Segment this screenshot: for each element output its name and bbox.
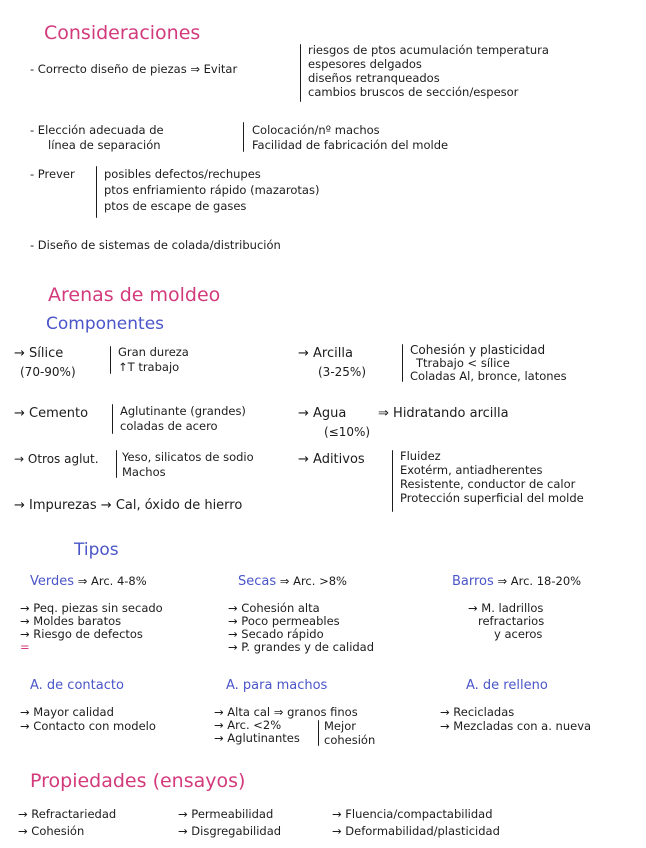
list-item: Colocación/nº machos bbox=[252, 123, 380, 137]
type-barros-title bbox=[452, 575, 581, 588]
item-label: - Correcto diseño de piezas bbox=[30, 62, 187, 76]
component-aditivos: → Aditivos bbox=[298, 452, 365, 467]
heading-arenas: Arenas de moldeo bbox=[48, 284, 221, 306]
list-machos-note bbox=[324, 720, 375, 746]
component-otros: → Otros aglut. bbox=[14, 452, 99, 466]
list-silice-props bbox=[118, 346, 189, 373]
list-item: → P. grandes y de calidad bbox=[228, 640, 375, 654]
list-item: → Cohesión alta bbox=[228, 601, 320, 615]
list-item: → Arc. <2% bbox=[214, 718, 282, 732]
heading-consideraciones: Consideraciones bbox=[44, 22, 201, 44]
list-item: Facilidad de fabricación del molde bbox=[252, 138, 449, 152]
type-relleno-title: A. de relleno bbox=[466, 678, 548, 693]
brace bbox=[392, 450, 393, 512]
agua-desc-row bbox=[378, 406, 509, 421]
type-name: Secas bbox=[238, 574, 277, 589]
component-agua bbox=[298, 406, 370, 439]
type-spec: ⇒ Arc. 18-20% bbox=[497, 574, 582, 588]
list-item: Exotérm, antiadherentes bbox=[400, 463, 543, 477]
component-range: (3-25%) bbox=[318, 365, 366, 379]
list-item: Coladas Al, bronce, latones bbox=[410, 369, 567, 383]
brace bbox=[300, 44, 301, 102]
type-contacto-title: A. de contacto bbox=[30, 678, 124, 693]
list-prever bbox=[104, 168, 319, 212]
list-item: → Alta cal ⇒ granos finos bbox=[214, 705, 358, 719]
list-item: Protección superficial del molde bbox=[400, 491, 584, 505]
type-spec: ⇒ Arc. >8% bbox=[279, 574, 347, 588]
component-name: → Sílice bbox=[14, 346, 64, 361]
brace bbox=[110, 346, 111, 374]
item-arrow: ⇒ Evitar bbox=[190, 62, 238, 76]
list-item: espesores delgados bbox=[308, 57, 422, 71]
list-item: riesgos de ptos acumulación temperatura bbox=[308, 43, 549, 57]
component-name: → Arcilla bbox=[298, 346, 353, 361]
list-relleno bbox=[440, 706, 591, 732]
list-item: Resistente, conductor de calor bbox=[400, 477, 576, 491]
brace bbox=[96, 166, 97, 218]
impurezas-desc: Cal, óxido de hierro bbox=[115, 498, 243, 513]
list-secas bbox=[228, 602, 374, 653]
item-correcto-diseno bbox=[30, 63, 237, 75]
heading-tipos: Tipos bbox=[74, 540, 119, 560]
component-cemento: → Cemento bbox=[14, 406, 89, 421]
brace bbox=[318, 720, 319, 746]
list-barros bbox=[468, 602, 544, 640]
component-name: → Impurezas bbox=[14, 498, 97, 513]
list-item: diseños retranqueados bbox=[308, 71, 440, 85]
brace bbox=[116, 450, 117, 478]
list-item: Aglutinante (grandes) bbox=[120, 404, 246, 418]
item-label: línea de separación bbox=[48, 138, 161, 152]
list-item: Mejor bbox=[324, 719, 356, 733]
item-prever: - Prever bbox=[30, 167, 75, 181]
brace bbox=[243, 122, 244, 152]
list-item: ptos enfriamiento rápido (mazarotas) bbox=[104, 183, 320, 197]
list-item: Fluidez bbox=[400, 449, 441, 463]
list-contacto bbox=[20, 706, 156, 732]
list-item: posibles defectos/rechupes bbox=[104, 167, 261, 181]
list-separacion bbox=[252, 124, 448, 151]
brace bbox=[112, 404, 113, 434]
list-cemento-props bbox=[120, 405, 246, 432]
component-range: (≤10%) bbox=[324, 425, 371, 439]
heading-propiedades: Propiedades (ensayos) bbox=[30, 770, 246, 792]
list-item: coladas de acero bbox=[120, 419, 218, 433]
list-item: → Recicladas bbox=[440, 705, 515, 719]
brace bbox=[402, 344, 403, 382]
list-verdes bbox=[20, 602, 163, 653]
list-item: refractarios bbox=[478, 614, 545, 628]
list-item: → Riesgo de defectos bbox=[20, 627, 143, 641]
list-item: Machos bbox=[122, 465, 166, 479]
list-evitar bbox=[308, 44, 549, 98]
type-machos-title: A. para machos bbox=[226, 678, 328, 693]
list-propiedades-col3 bbox=[332, 808, 500, 837]
list-item: → Peq. piezas sin secado bbox=[20, 601, 163, 615]
list-item: → Disgregabilidad bbox=[178, 824, 282, 838]
list-item: → Mezcladas con a. nueva bbox=[440, 719, 592, 733]
list-item: → M. ladrillos bbox=[468, 601, 544, 615]
component-silice bbox=[14, 346, 76, 379]
item-label: - Elección adecuada de bbox=[30, 123, 164, 137]
list-item: cohesión bbox=[324, 733, 376, 747]
list-item: ↑T trabajo bbox=[118, 360, 180, 374]
heading-componentes: Componentes bbox=[46, 314, 165, 334]
list-propiedades-col1 bbox=[18, 808, 116, 837]
agua-desc: Hidratando arcilla bbox=[393, 406, 509, 421]
component-impurezas bbox=[14, 498, 242, 513]
list-item: = bbox=[20, 640, 30, 654]
list-propiedades-col2 bbox=[178, 808, 281, 837]
list-item: → Secado rápido bbox=[228, 627, 324, 641]
list-otros-props bbox=[122, 451, 254, 478]
list-aditivos-props bbox=[400, 450, 584, 504]
list-item: Cohesión y plasticidad bbox=[410, 343, 546, 357]
list-item: ptos de escape de gases bbox=[104, 199, 247, 213]
type-name: Verdes bbox=[30, 574, 75, 589]
list-item: → Fluencia/compactabilidad bbox=[332, 807, 493, 821]
type-name: Barros bbox=[452, 574, 494, 589]
list-item: → Moldes baratos bbox=[20, 614, 122, 628]
list-item: Gran dureza bbox=[118, 345, 189, 359]
list-item: → Refractariedad bbox=[18, 807, 117, 821]
type-secas-title bbox=[238, 575, 347, 588]
list-item: → Aglutinantes bbox=[214, 731, 300, 745]
list-arcilla-props bbox=[410, 344, 567, 382]
list-item: → Deformabilidad/plasticidad bbox=[332, 824, 500, 838]
list-item: → Mayor calidad bbox=[20, 705, 114, 719]
component-name: → Agua bbox=[298, 406, 347, 421]
component-range: (70-90%) bbox=[20, 365, 76, 379]
list-item: → Permeabilidad bbox=[178, 807, 274, 821]
list-item: → Poco permeables bbox=[228, 614, 340, 628]
item-eleccion-linea bbox=[30, 124, 164, 151]
list-item: → Contacto con modelo bbox=[20, 719, 156, 733]
type-spec: ⇒ Arc. 4-8% bbox=[77, 574, 147, 588]
arrow: ⇒ bbox=[378, 406, 389, 421]
list-item: y aceros bbox=[494, 627, 543, 641]
list-item: Yeso, silicatos de sodio bbox=[122, 450, 254, 464]
list-item: → Cohesión bbox=[18, 824, 85, 838]
component-arcilla bbox=[298, 346, 366, 379]
item-diseno-colada: - Diseño de sistemas de colada/distribución bbox=[30, 238, 281, 252]
type-verdes-title bbox=[30, 575, 147, 588]
list-item: Ttrabajo < sílice bbox=[416, 356, 510, 370]
arrow: → bbox=[100, 498, 112, 513]
list-item: cambios bruscos de sección/espesor bbox=[308, 85, 519, 99]
